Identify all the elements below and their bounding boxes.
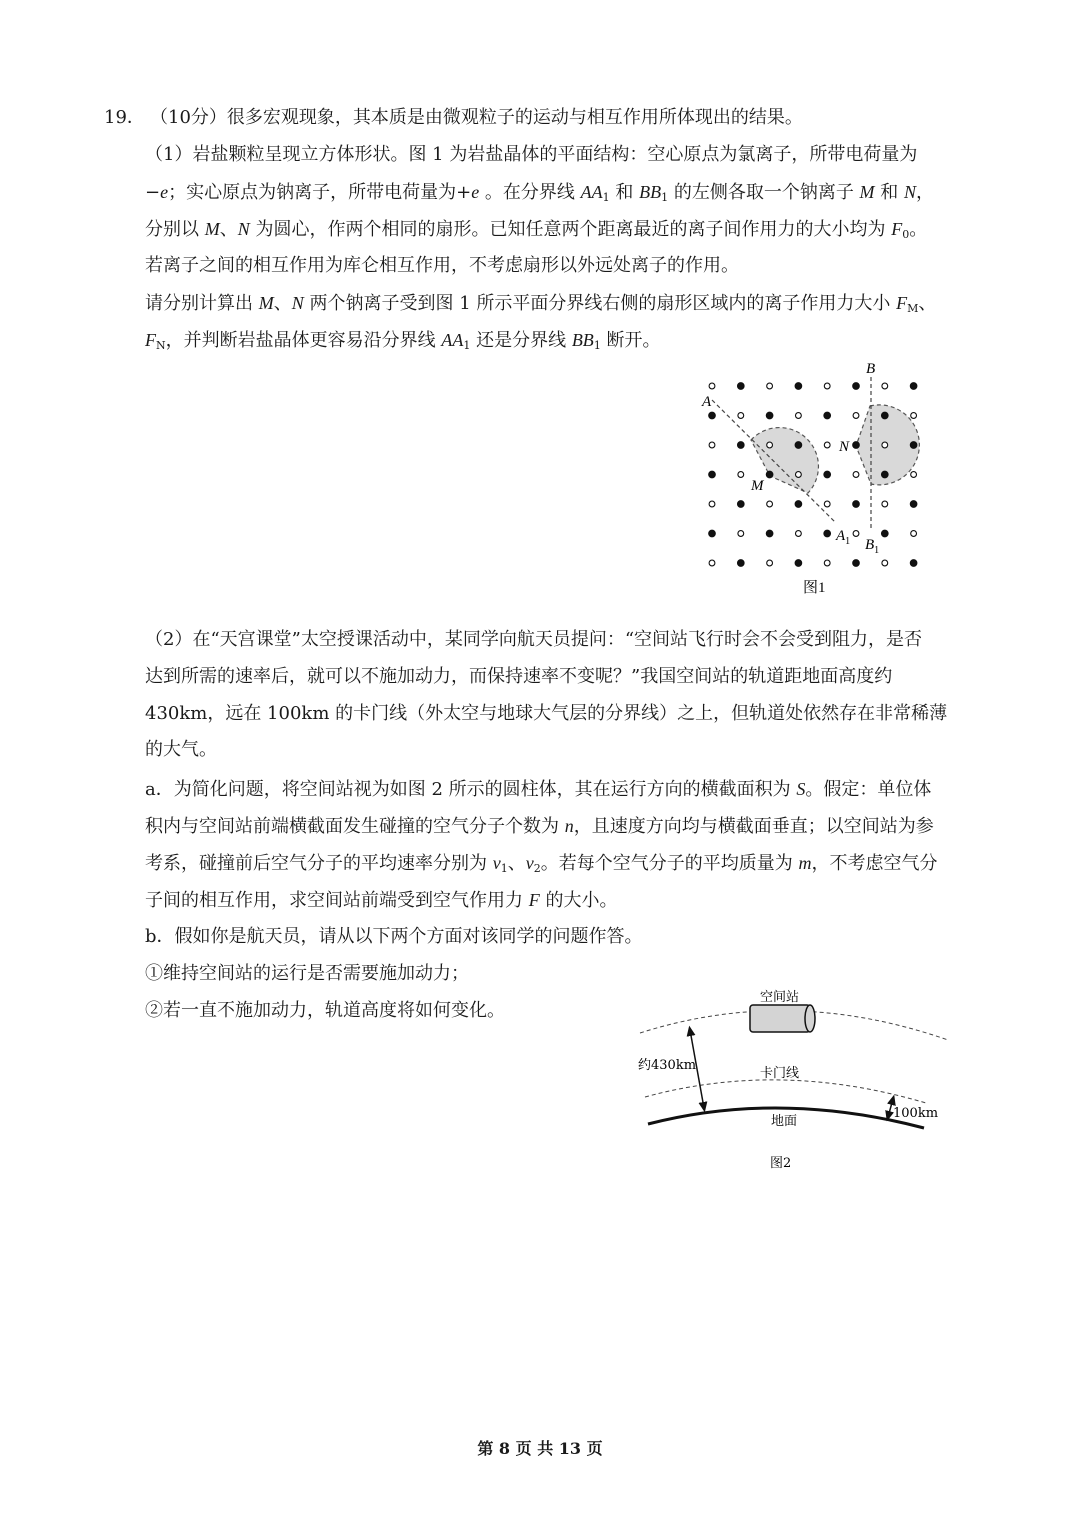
chloride-ion: [709, 501, 715, 507]
karman-label: 卡门线: [760, 1066, 800, 1081]
text-line: [145, 180, 934, 210]
karman-line: [645, 1080, 926, 1103]
text-run: 两个钠离子受到图 1 所示平面分界线右侧的扇形区域内的离子作用力大小: [303, 293, 897, 314]
space-station: [750, 1005, 815, 1032]
chloride-ion: [738, 531, 744, 537]
chloride-ion: [911, 531, 917, 537]
sodium-ion: [853, 383, 860, 390]
subscript: 1: [463, 339, 471, 352]
math-symbol: v: [492, 853, 501, 873]
chloride-ion: [882, 501, 888, 507]
sodium-ion: [738, 383, 745, 390]
chloride-ion: [853, 531, 859, 537]
text-run: −: [145, 182, 161, 203]
sodium-ion: [853, 501, 860, 508]
sodium-ion: [709, 471, 716, 478]
text-line: [145, 291, 936, 321]
sodium-ion: [738, 442, 745, 449]
text-run: 的大小。: [539, 890, 618, 911]
sodium-ion: [795, 501, 802, 508]
text-line: [145, 217, 927, 247]
text-run: 和: [874, 182, 904, 203]
text-line: [145, 851, 937, 881]
chloride-ion: [882, 383, 888, 389]
text-run: ②若一直不施加动力，轨道高度将如何变化。: [145, 1000, 505, 1021]
text-line: [145, 665, 892, 689]
figure-2-caption: 图2: [770, 1156, 792, 1170]
sodium-ion: [738, 560, 745, 567]
sodium-ion: [882, 412, 889, 419]
chloride-ion: [709, 442, 715, 448]
chloride-ion: [796, 413, 802, 419]
sodium-ion: [795, 560, 802, 567]
chloride-ion: [911, 472, 917, 478]
sodium-ion: [910, 560, 917, 567]
math-symbol: m: [798, 853, 812, 873]
karman-height-label: 100km: [893, 1106, 939, 1121]
text-run: ，: [916, 182, 935, 203]
chloride-ion: [709, 560, 715, 566]
math-symbol: F: [891, 219, 903, 239]
sodium-ion: [853, 442, 860, 449]
label-n: N: [839, 439, 850, 455]
sodium-ion: [824, 471, 831, 478]
sodium-ion: [910, 442, 917, 449]
chloride-ion: [824, 501, 830, 507]
math-symbol: F: [145, 330, 156, 350]
text-run: a．为简化问题，将空间站视为如图 2 所示的圆柱体，其在运行方向的横截面积为: [145, 779, 797, 800]
text-run: 的左侧各取一个钠离子: [668, 182, 860, 203]
station-label: 空间站: [760, 990, 800, 1005]
text-run: 达到所需的速率后，就可以不施加动力，而保持速率不变呢？”我国空间站的轨道距地面高度约: [145, 666, 893, 687]
text-run: 为圆心，作两个相同的扇形。已知任意两个距离最近的离子间作用力的大小均为: [249, 219, 892, 240]
chloride-ion: [824, 560, 830, 566]
math-symbol: AA: [580, 182, 603, 202]
sodium-ion: [824, 530, 831, 537]
label-m: M: [751, 478, 764, 494]
text-line: [145, 777, 931, 802]
subscript: 0: [902, 228, 910, 241]
subscript: 1: [593, 339, 601, 352]
text-run: 的大气。: [145, 739, 217, 760]
math-symbol: F: [528, 890, 540, 910]
text-line: [145, 702, 947, 726]
label-b1: $B_1$: [865, 537, 880, 556]
sodium-ion: [766, 471, 773, 478]
text-run: 430km，远在 100km 的卡门线（外太空与地球大气层的分界线）之上，但轨道处依然存在非常稀薄: [145, 703, 948, 724]
sodium-ion: [910, 383, 917, 390]
text-run: 。假定：单位体: [805, 779, 932, 800]
chloride-ion: [853, 472, 859, 478]
label-b: B: [866, 361, 876, 377]
subscript: 2: [533, 862, 541, 875]
question-number: 19．: [104, 107, 145, 128]
chloride-ion: [882, 442, 888, 448]
ground-label: 地面: [771, 1114, 798, 1129]
chloride-ion: [767, 442, 773, 448]
sodium-ion: [882, 530, 889, 537]
subscript: M: [907, 302, 919, 315]
chloride-ion: [824, 442, 830, 448]
label-a1: $A_1$: [836, 528, 851, 547]
math-symbol: S: [796, 779, 806, 799]
text-line: [145, 888, 617, 913]
text-run: b．假如你是航天员，请从以下两个方面对该同学的问题作答。: [145, 926, 643, 947]
chloride-ion: [824, 383, 830, 389]
math-symbol: BB: [571, 330, 594, 350]
subscript: 1: [500, 862, 508, 875]
page-footer: 第 8 页 共 13 页: [477, 1439, 603, 1458]
sodium-ion: [709, 530, 716, 537]
math-symbol: e: [160, 182, 169, 202]
chloride-ion: [738, 472, 744, 478]
text-run: 若离子之间的相互作用为库仑相互作用，不考虑扇形以外远处离子的作用。: [145, 255, 739, 276]
sodium-ion: [882, 471, 889, 478]
chloride-ion: [767, 501, 773, 507]
text-line: [145, 814, 934, 839]
text-line: [145, 628, 922, 652]
math-symbol: N: [237, 219, 250, 239]
text-run: 和: [609, 182, 640, 203]
subscript: 1: [602, 191, 610, 204]
text-run: 积内与空间站前端横截面发生碰撞的空气分子个数为: [145, 816, 565, 837]
text-run: 。在分界线: [479, 182, 581, 203]
chloride-ion: [767, 383, 773, 389]
text-run: ；实心原点为钠离子，所带电荷量为+: [168, 182, 472, 203]
text-run: 请分别计算出: [145, 293, 259, 314]
chloride-ion: [796, 472, 802, 478]
math-symbol: e: [471, 182, 480, 202]
math-symbol: F: [896, 293, 908, 313]
text-run: ，且速度方向均与横截面垂直；以空间站为参: [573, 816, 934, 837]
text-line: [145, 999, 505, 1023]
text-line: [145, 925, 643, 949]
sodium-ion: [766, 412, 773, 419]
text-line: [150, 106, 803, 130]
math-symbol: M: [258, 293, 274, 313]
sodium-ion: [738, 501, 745, 508]
chloride-ion: [709, 383, 715, 389]
text-run: 、: [918, 293, 937, 314]
text-run: ，不考虑空气分: [811, 853, 938, 874]
text-run: 考系，碰撞前后空气分子的平均速率分别为: [145, 853, 493, 874]
text-run: （10分）很多宏观现象，其本质是由微观粒子的运动与相互作用所体现出的结果。: [150, 107, 803, 128]
text-line: [145, 328, 661, 358]
math-symbol: M: [859, 182, 875, 202]
text-run: 还是分界线: [470, 330, 572, 351]
figure-1-caption: 图1: [803, 580, 826, 596]
text-run: 、: [273, 293, 292, 314]
sodium-ion: [795, 442, 802, 449]
text-run: 。: [909, 219, 928, 240]
text-line: [145, 738, 217, 762]
chloride-ion: [911, 413, 917, 419]
sodium-ion: [795, 383, 802, 390]
subscript: N: [156, 339, 166, 352]
sodium-ion: [766, 530, 773, 537]
math-symbol: N: [904, 182, 917, 202]
text-run: 、: [507, 853, 526, 874]
math-symbol: AA: [441, 330, 464, 350]
text-run: 断开。: [600, 330, 661, 351]
subscript: 1: [661, 191, 669, 204]
text-run: 分别以: [145, 219, 205, 240]
text-run: 。若每个空气分子的平均质量为: [540, 853, 799, 874]
chloride-ion: [853, 413, 859, 419]
text-run: ①维持空间站的运行是否需要施加动力；: [145, 963, 469, 984]
text-line: [145, 143, 917, 167]
math-symbol: N: [291, 293, 304, 313]
text-line: [145, 254, 739, 278]
sodium-ion: [709, 412, 716, 419]
chloride-ion: [738, 413, 744, 419]
height-label-430: 约430km: [638, 1058, 697, 1073]
text-run: 子间的相互作用，求空间站前端受到空气作用力: [145, 890, 529, 911]
math-symbol: M: [204, 219, 220, 239]
sodium-ion: [853, 560, 860, 567]
text-run: （2）在“天宫课堂”太空授课活动中，某同学向航天员提问：“空间站飞行时会不会受到阻力，是否: [145, 629, 923, 650]
math-symbol: n: [564, 816, 574, 836]
figure-2-orbit-diagram: [630, 980, 960, 1170]
math-symbol: v: [525, 853, 534, 873]
sodium-ion: [910, 501, 917, 508]
label-a: A: [702, 394, 712, 410]
text-run: （1）岩盐颗粒呈现立方体形状。图 1 为岩盐晶体的平面结构：空心原点为氯离子，所带电荷量为: [145, 144, 918, 165]
sodium-ion: [824, 412, 831, 419]
chloride-ion: [767, 560, 773, 566]
text-run: 、: [219, 219, 238, 240]
figure-1-crystal-diagram: [690, 355, 930, 600]
chloride-ion: [796, 531, 802, 537]
chloride-ion: [882, 560, 888, 566]
text-run: ，并判断岩盐晶体更容易沿分界线: [165, 330, 442, 351]
text-line: [145, 962, 469, 986]
math-symbol: BB: [639, 182, 662, 202]
